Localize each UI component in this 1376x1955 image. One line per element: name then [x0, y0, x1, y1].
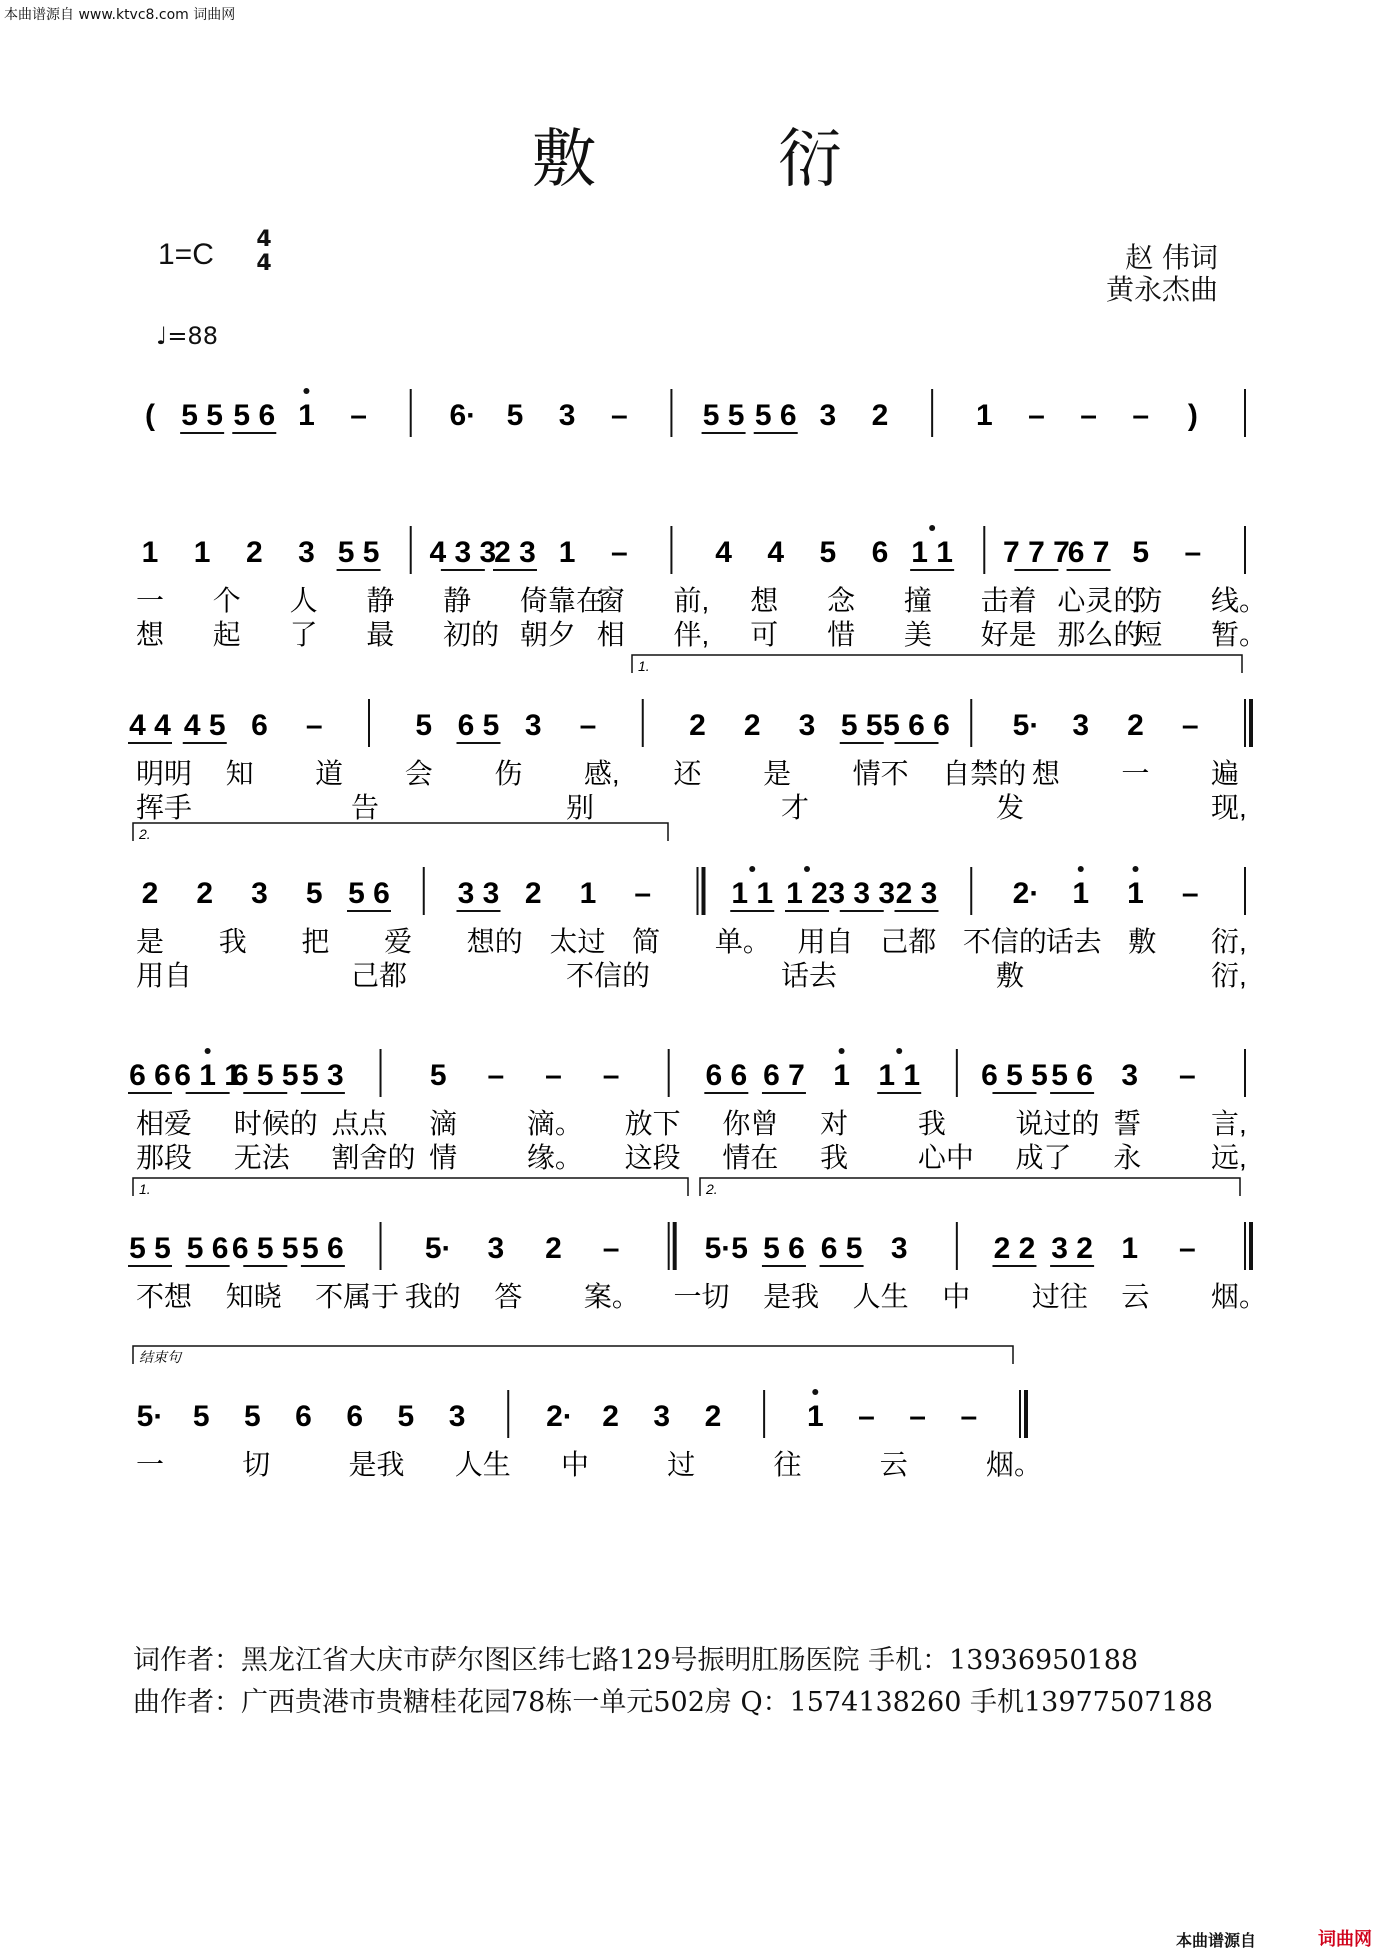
note: 6 7 [1067, 536, 1110, 569]
note: 2 3 [895, 877, 938, 910]
lyric-word: 个 [212, 585, 241, 616]
note: 3 [524, 709, 542, 742]
system-4 [133, 823, 1247, 991]
lyric-word: 答 [494, 1281, 523, 1312]
lyricist-credit: 赵 伟词 [1125, 241, 1218, 274]
note: 6 5 5 [231, 1059, 299, 1092]
lyric-word: 己都 [880, 926, 937, 957]
volta-bracket-2 [700, 1178, 1240, 1196]
note: 5 [244, 1400, 261, 1433]
lyric-word: 衍, [1211, 926, 1247, 957]
lyric-word: 遍 [1211, 758, 1240, 789]
lyric-word: 无法 [233, 1142, 290, 1173]
volta-bracket [133, 1346, 1013, 1364]
volta-bracket [133, 1178, 688, 1196]
note: 2 [704, 1400, 722, 1433]
lyric-word: 一切 [673, 1281, 730, 1312]
lyric-word: 我 [218, 926, 247, 957]
lyric-word: 不信的 [566, 960, 651, 991]
lyric-word: 别 [566, 792, 595, 823]
note: 5 6 [233, 399, 276, 432]
note: – [545, 1059, 562, 1092]
note: 3 2 [1051, 1232, 1093, 1265]
note: 1 1 [878, 1059, 921, 1092]
note: 5 [415, 709, 433, 742]
note: 3 [819, 399, 837, 432]
note: – [1132, 399, 1150, 432]
note: 5 [192, 1400, 210, 1433]
note: 1 [141, 536, 159, 569]
note: – [1184, 536, 1202, 569]
note: 1 [1121, 1232, 1139, 1265]
lyric-word: 云 [1121, 1281, 1150, 1312]
lyric-word: 敷 [1128, 926, 1157, 957]
volta-label: 结束句 [139, 1349, 181, 1365]
lyric-word: 才 [781, 792, 810, 823]
lyric-word: 你曾 [722, 1108, 779, 1139]
lyric-word: 烟。 [986, 1449, 1043, 1480]
high-octave-dot [1133, 866, 1139, 872]
note: 2 [196, 877, 214, 910]
note: 2 [602, 1400, 619, 1433]
note: – [1080, 399, 1097, 432]
note: – [1028, 399, 1045, 432]
note: 5 6 [186, 1232, 229, 1265]
note: 1 [579, 877, 597, 910]
note: 7 7 7 [1003, 536, 1070, 569]
lyric-word: 心中 [917, 1142, 974, 1173]
note: 5· [136, 1400, 164, 1433]
title-char-1: 敷 [532, 123, 598, 197]
lyric-word: 案。 [583, 1281, 640, 1312]
note: 5 5 [129, 1232, 171, 1265]
lyric-word: 防 [1134, 585, 1163, 616]
note: 3 3 [457, 877, 500, 910]
note: 2 [545, 1232, 562, 1265]
note: 6 5 5 [231, 1232, 299, 1265]
note: 3 [448, 1400, 466, 1433]
note: – [602, 1059, 620, 1092]
source-header: 本曲谱源自 www.ktvc8.com 词曲网 [4, 7, 236, 23]
lyric-word: 远, [1211, 1142, 1247, 1173]
note: 3 [653, 1400, 671, 1433]
note: 4 [715, 536, 732, 569]
note: 6· [449, 399, 477, 432]
note: – [602, 1232, 620, 1265]
lyric-word: 人 [289, 585, 318, 616]
lyric-word: 一 [1121, 758, 1150, 789]
note: 5 [819, 536, 837, 569]
lyric-word: 线。 [1211, 585, 1268, 616]
note: 1 [1072, 877, 1090, 910]
note: 3 3 3 [828, 877, 896, 910]
volta-label: 2. [139, 826, 151, 842]
lyric-word: 是我 [348, 1449, 405, 1480]
lyric-word: 成了 [1015, 1142, 1072, 1173]
lyric-word: 简 [632, 926, 661, 957]
note: 2 2 [993, 1232, 1036, 1265]
note: 1 [193, 536, 211, 569]
lyric-word: 我 [917, 1108, 946, 1139]
lyric-word: 滴 [429, 1108, 458, 1139]
note: 1 [558, 536, 576, 569]
lyric-word: 朝夕 [519, 619, 576, 650]
high-octave-dot [839, 1048, 845, 1054]
meter-bottom: 4 [256, 251, 272, 276]
note: – [610, 399, 628, 432]
note: 3 [1072, 709, 1090, 742]
lyric-word: 缘。 [526, 1142, 583, 1173]
note: – [305, 709, 323, 742]
lyric-word: 现, [1211, 792, 1247, 823]
lyric-word: 用自 [797, 926, 854, 957]
lyric-word: 人生 [454, 1449, 511, 1480]
lyric-word: 不属于 [315, 1281, 400, 1312]
lyric-word: 切 [242, 1449, 271, 1480]
lyric-word: 最 [366, 619, 395, 650]
note: 6 7 [763, 1059, 805, 1092]
note: 6 [295, 1400, 312, 1433]
note: 5 3 [302, 1059, 344, 1092]
lyric-word: 初的 [443, 619, 500, 650]
lyric-word: 那段 [136, 1142, 193, 1173]
lyric-word: 了 [289, 619, 318, 650]
high-octave-dot [929, 525, 935, 531]
lyric-word: 人生 [852, 1281, 909, 1312]
lyric-word: 云 [879, 1449, 908, 1480]
note: 3 [890, 1232, 908, 1265]
lyric-word: 话去 [1045, 926, 1102, 957]
note: 5 5 [840, 709, 883, 742]
note: 4 5 [183, 709, 226, 742]
lyric-word: 说过的 [1015, 1108, 1100, 1139]
note: 5· [424, 1232, 452, 1265]
note: – [909, 1400, 926, 1433]
lyric-word: 衍, [1211, 960, 1247, 991]
note: 6 5 [457, 709, 500, 742]
note: 6 [251, 709, 268, 742]
lyricist-address: 词作者：黑龙江省大庆市萨尔图区纬七路129号振明肛肠医院 手机：13936950188 [133, 1645, 1139, 1676]
lyric-word: 相 [596, 619, 625, 650]
lyric-word: 感, [583, 758, 620, 789]
lyric-word: 是 [763, 758, 792, 789]
note: 5· [1012, 709, 1040, 742]
note: 1 [833, 1059, 850, 1092]
system-2 [136, 525, 1267, 650]
note: – [634, 877, 652, 910]
note: 4 [767, 536, 785, 569]
lyric-word: 道 [315, 758, 344, 789]
note: 6 6 [129, 1059, 171, 1092]
lyric-word: 话去 [781, 960, 838, 991]
lyric-word: 念 [827, 585, 856, 616]
note: 3 [798, 709, 816, 742]
note: 2 [524, 877, 542, 910]
note: 6 5 [820, 1232, 863, 1265]
lyric-word: 是 [136, 926, 165, 957]
lyric-word: 暂。 [1211, 619, 1268, 650]
lyric-word: 中 [942, 1281, 971, 1312]
meter-top: 4 [256, 227, 272, 252]
note: 1 2 [786, 877, 828, 910]
lyric-word: 是我 [763, 1281, 820, 1312]
note: 4 4 [129, 709, 171, 742]
lyric-word: 把 [301, 926, 330, 957]
lyric-word: 一 [136, 585, 165, 616]
lyric-word: 挥手 [136, 792, 193, 823]
lyric-word: 过往 [1031, 1281, 1088, 1312]
note: 2 [1127, 709, 1144, 742]
note: 1 1 [731, 877, 774, 910]
note: – [1181, 709, 1199, 742]
note: 5 6 [754, 399, 797, 432]
note: 6 5 5 [981, 1059, 1048, 1092]
note: – [1179, 1059, 1196, 1092]
note: 3 [251, 877, 268, 910]
lyric-word: 我的 [404, 1281, 461, 1312]
high-octave-dot [896, 1048, 902, 1054]
note: 2 [871, 399, 889, 432]
brand-right: 词曲网 [1318, 1929, 1372, 1950]
lyric-word: 对 [820, 1108, 849, 1139]
note: – [610, 536, 628, 569]
note: – [858, 1400, 875, 1433]
note: 3 [487, 1232, 505, 1265]
lyric-word: 点点 [331, 1108, 388, 1139]
lyric-word: 相爱 [136, 1108, 193, 1139]
lyric-word: 往 [773, 1449, 802, 1480]
note: 6 1 1 [174, 1059, 241, 1092]
note: 3 [1121, 1059, 1139, 1092]
lyric-word: 自禁的 [942, 758, 1027, 789]
lyric-word: 想 [136, 619, 165, 650]
lyric-word: 可 [750, 619, 779, 650]
lyric-word: 不想 [136, 1281, 193, 1312]
note: 5 5 [337, 536, 380, 569]
lyric-word: 明明 [136, 758, 193, 789]
lyric-word: 放下 [624, 1108, 681, 1139]
key-signature: 1=C [158, 238, 214, 271]
lyric-word: 知晓 [225, 1281, 282, 1312]
lyric-word: 窗 [596, 585, 625, 616]
lyric-word: 情不 [852, 758, 909, 789]
note: – [350, 399, 367, 432]
high-octave-dot [804, 866, 810, 872]
lyric-word: 前, [673, 585, 710, 616]
note: – [579, 709, 597, 742]
note: 5 5 [181, 399, 224, 432]
lyric-word: 发 [996, 792, 1025, 823]
lyric-word: 伴, [673, 619, 710, 650]
lyric-word: 情在 [722, 1142, 779, 1173]
system-6 [128, 1178, 1267, 1312]
lyric-word: 那么的 [1057, 619, 1142, 650]
note: 1 [975, 399, 993, 432]
note: 3 [298, 536, 315, 569]
lyric-word: 时候的 [233, 1108, 318, 1139]
lyric-word: 心灵的 [1057, 585, 1142, 616]
note: 6 [346, 1400, 364, 1433]
high-octave-dot [812, 1389, 818, 1395]
system-3 [128, 655, 1251, 823]
lyric-word: 情 [429, 1142, 458, 1173]
note: – [1179, 1232, 1196, 1265]
note: 5 6 [302, 1232, 344, 1265]
lyric-word: 知 [225, 758, 254, 789]
lyric-word: 想 [1031, 758, 1060, 789]
lyric-word: 击着 [980, 585, 1037, 616]
note: 5 [429, 1059, 447, 1092]
note: 2 [245, 536, 263, 569]
volta-label: 1. [638, 658, 650, 674]
high-octave-dot [205, 1048, 211, 1054]
note: 5 6 [348, 877, 390, 910]
note: 5·5 [704, 1232, 748, 1265]
note: 5 6 [1051, 1059, 1093, 1092]
note: 2 3 [494, 536, 536, 569]
note: 1 [806, 1400, 824, 1433]
title-char-2: 衍 [778, 123, 844, 197]
note: 4 3 3 [429, 536, 497, 569]
lyric-word: 过 [667, 1449, 696, 1480]
note: 2 [689, 709, 706, 742]
high-octave-dot [749, 866, 755, 872]
note: 5 [506, 399, 524, 432]
lyric-word: 己都 [351, 960, 408, 991]
lyric-word: 短 [1134, 619, 1163, 650]
lyric-word: 不信的 [962, 926, 1047, 957]
note: ( [145, 399, 155, 432]
lyric-word: 静 [366, 585, 395, 616]
lyric-word: 烟。 [1211, 1281, 1268, 1312]
lyric-word: 伤 [494, 758, 523, 789]
note: 5 6 6 [883, 709, 950, 742]
note: 5 6 [763, 1232, 805, 1265]
note: 2· [546, 1400, 573, 1433]
note: 5 [1132, 536, 1150, 569]
lyric-word: 告 [351, 792, 380, 823]
note: 1 1 [911, 536, 954, 569]
note: – [1181, 877, 1199, 910]
lyric-word: 割舍的 [331, 1142, 416, 1173]
system-5 [128, 1048, 1247, 1173]
note: 5 [305, 877, 323, 910]
volta-bracket [133, 823, 668, 841]
note: – [487, 1059, 505, 1092]
brand-left: 本曲谱源自 [1175, 1931, 1256, 1950]
lyric-word: 言, [1211, 1108, 1247, 1139]
note: 6 6 [705, 1059, 748, 1092]
lyric-word: 静 [443, 585, 472, 616]
note: 5 [397, 1400, 415, 1433]
high-octave-dot [1078, 866, 1084, 872]
lyric-word: 爱 [384, 926, 413, 957]
lyric-word: 用自 [136, 960, 193, 991]
note: 2 [743, 709, 761, 742]
lyric-word: 中 [561, 1449, 590, 1480]
lyric-word: 誓 [1113, 1108, 1142, 1139]
composer-credit: 黄永杰曲 [1105, 273, 1218, 306]
note: ) [1187, 399, 1198, 432]
lyric-word: 滴。 [526, 1108, 583, 1139]
lyric-word: 撞 [903, 585, 932, 616]
note: 1 [1127, 877, 1144, 910]
note: 1 [298, 399, 315, 432]
note: 6 [871, 536, 889, 569]
volta-label-2: 2. [706, 1181, 718, 1197]
lyric-word: 太过 [549, 926, 606, 957]
note: 2· [1012, 877, 1040, 910]
system-7 [133, 1346, 1042, 1480]
lyric-word: 好是 [980, 619, 1037, 650]
note: – [960, 1400, 978, 1433]
note: 5 5 [702, 399, 745, 432]
lyric-word: 想 [750, 585, 779, 616]
lyric-word: 美 [903, 619, 932, 650]
lyric-word: 倚靠在 [519, 585, 604, 616]
tempo-marking: ♩=88 [156, 322, 218, 350]
lyric-word: 单。 [714, 926, 771, 957]
volta-bracket [632, 655, 1242, 673]
lyric-word: 永 [1113, 1142, 1142, 1173]
system-1 [145, 388, 1245, 437]
lyric-word: 会 [404, 758, 433, 789]
lyric-word: 我 [820, 1142, 849, 1173]
high-octave-dot [303, 388, 309, 394]
note: 2 [141, 877, 159, 910]
lyric-word: 还 [673, 758, 702, 789]
lyric-word: 想的 [466, 926, 523, 957]
note: 3 [558, 399, 576, 432]
lyric-word: 这段 [624, 1142, 681, 1173]
lyric-word: 起 [212, 619, 241, 650]
lyric-word: 惜 [827, 619, 856, 650]
lyric-word: 一 [136, 1449, 165, 1480]
volta-label: 1. [139, 1181, 151, 1197]
composer-address: 曲作者：广西贵港市贵糖桂花园78栋一单元502房 Q：1574138260 手机13977507188 [133, 1687, 1213, 1718]
lyric-word: 敷 [996, 960, 1025, 991]
